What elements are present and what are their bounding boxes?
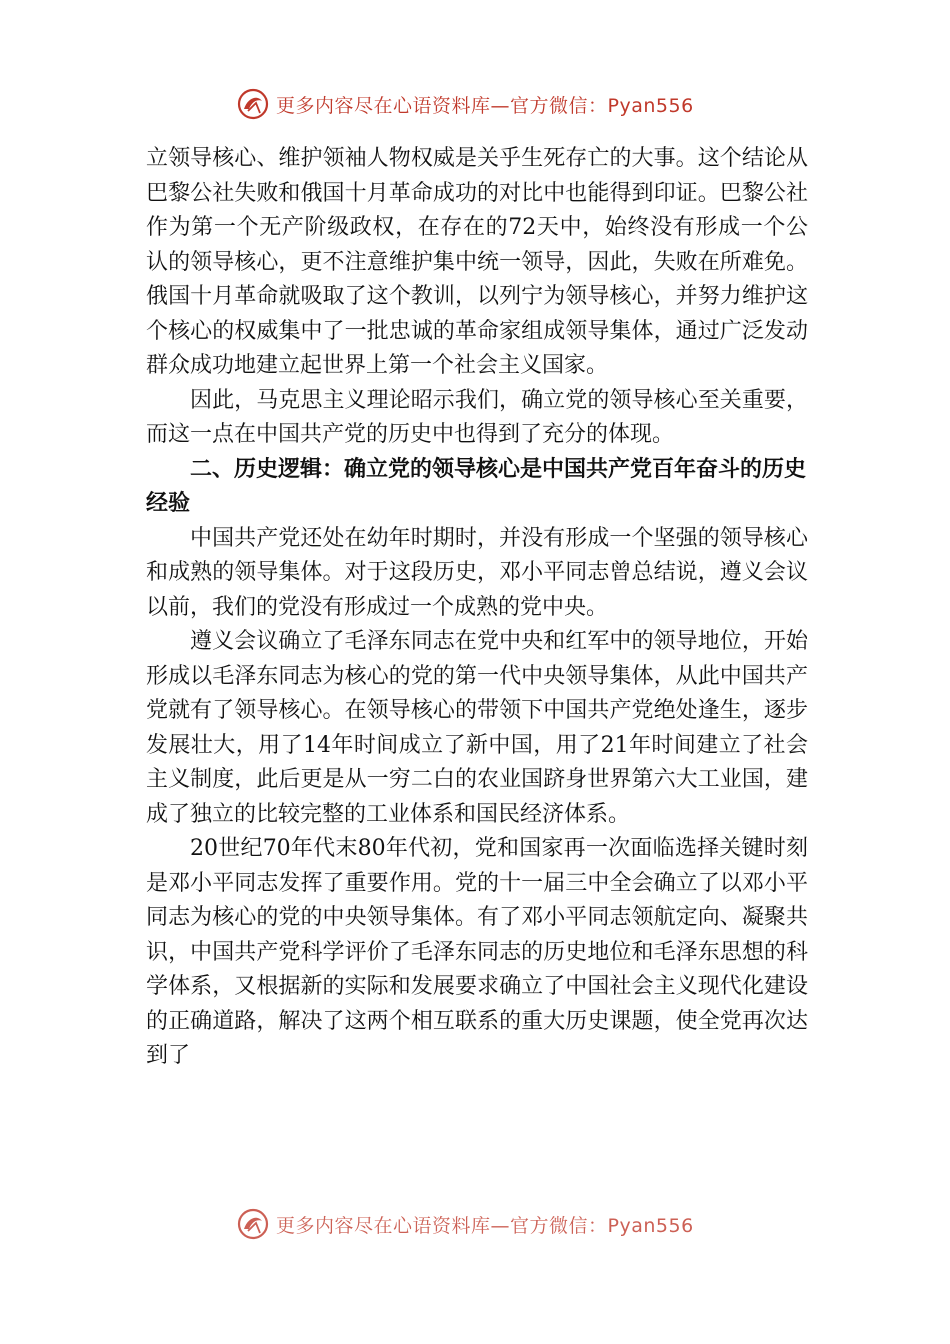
section-heading: 二、历史逻辑：确立党的领导核心是中国共产党百年奋斗的历史经验 bbox=[146, 456, 807, 516]
watermark-header bbox=[236, 86, 694, 122]
watermark-text: 更多内容尽在心语资料库—官方微信：Pyan556 bbox=[276, 94, 694, 117]
paragraph: 20世纪70年代末80年代初，党和国家再一次面临选择关键时刻是邓小平同志发挥了重要作用。党的十一届三中全会确立了以邓小平同志为核心的党的中央领导集体。有了邓小平同志领航定向、凝聚共识，中国共产党科学评价了毛泽东同志的历史地位和毛泽东思想的科学体系，又根据新的实际和发展要求确立了中国社会主义现代化建设的正确道路，解决了这两个相互联系的重大历史课题，使全党再次达到了 bbox=[146, 836, 808, 1068]
paragraph: 遵义会议确立了毛泽东同志在党中央和红军中的领导地位，开始形成以毛泽东同志为核心的党的第一代中央领导集体，从此中国共产党就有了领导核心。在领导核心的带领下中国共产党绝处逢生，逐步发展壮大，用了14年时间成立了新中国，用了21年时间建立了社会主义制度，此后更是从一穷二白的农业国跻身世界第六大工业国，建成了独立的比较完整的工业体系和国民经济体系。 bbox=[146, 629, 808, 827]
watermark-text: 更多内容尽在心语资料库—官方微信：Pyan556 bbox=[276, 1214, 694, 1237]
ribbon-logo-icon bbox=[236, 87, 270, 121]
watermark-footer bbox=[236, 1206, 694, 1242]
document-body bbox=[146, 142, 808, 1074]
paragraph: 因此，马克思主义理论昭示我们，确立党的领导核心至关重要，而这一点在中国共产党的历史中也得到了充分的体现。 bbox=[146, 387, 808, 447]
paragraph: 中国共产党还处在幼年时期时，并没有形成一个坚强的领导核心和成熟的领导集体。对于这段历史，邓小平同志曾总结说，遵义会议以前，我们的党没有形成过一个成熟的党中央。 bbox=[146, 525, 808, 620]
ribbon-logo-icon bbox=[236, 1207, 270, 1241]
paragraph: 立领导核心、维护领袖人物权威是关乎生死存亡的大事。这个结论从巴黎公社失败和俄国十月革命成功的对比中也能得到印证。巴黎公社作为第一个无产阶级政权，在存在的72天中，始终没有形成一个公认的领导核心，更不注意维护集中统一领导，因此，失败在所难免。俄国十月革命就吸取了这个教训，以列宁为领导核心，并努力维护这个核心的权威集中了一批忠诚的革命家组成领导集体，通过广泛发动群众成功地建立起世界上第一个社会主义国家。 bbox=[146, 146, 808, 378]
